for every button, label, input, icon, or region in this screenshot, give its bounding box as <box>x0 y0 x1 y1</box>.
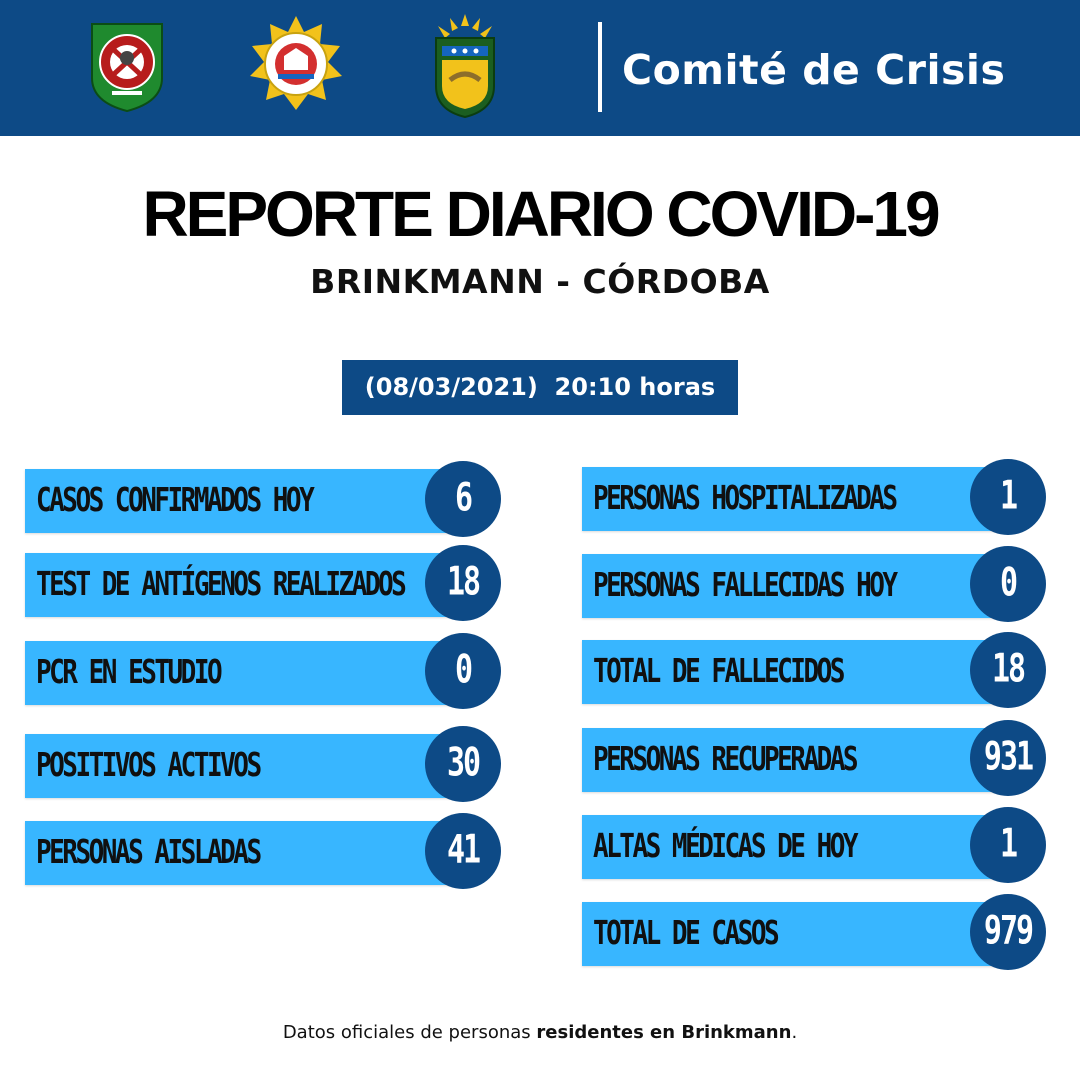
stat-value: 0 <box>999 560 1017 607</box>
stat-label: TOTAL DE FALLECIDOS <box>593 653 843 691</box>
stat-value: 1 <box>999 473 1017 520</box>
stat-value-circle <box>970 546 1046 622</box>
stat-label: PCR EN ESTUDIO <box>36 654 221 692</box>
footer-prefix: Datos oficiales de personas <box>282 1022 537 1043</box>
stat-value-circle <box>425 813 501 889</box>
footer-bold: residentes en Brinkmann <box>536 1022 792 1043</box>
header-divider <box>598 22 602 112</box>
stat-value: 979 <box>983 908 1033 955</box>
report-title: REPORTE DIARIO COVID-19 <box>142 178 938 250</box>
stat-value: 30 <box>446 740 480 787</box>
stat-value-circle <box>425 726 501 802</box>
stat-value-circle <box>425 545 501 621</box>
stat-value-circle <box>970 807 1046 883</box>
header-title: Comité de Crisis <box>622 46 1006 94</box>
stat-label: PERSONAS FALLECIDAS HOY <box>593 567 896 605</box>
stat-label: TOTAL DE CASOS <box>593 915 778 953</box>
stat-label: ALTAS MÉDICAS DE HOY <box>593 828 857 866</box>
stat-label: POSITIVOS ACTIVOS <box>36 747 260 785</box>
stat-value: 0 <box>454 647 472 694</box>
stat-label: PERSONAS HOSPITALIZADAS <box>593 480 896 518</box>
stat-value-circle <box>970 894 1046 970</box>
stat-value: 41 <box>446 827 480 874</box>
stat-label: PERSONAS AISLADAS <box>36 834 260 872</box>
date-badge: (08/03/2021) 20:10 horas <box>342 360 738 415</box>
footer-suffix: . <box>791 1022 798 1043</box>
stat-value: 1 <box>999 821 1017 868</box>
stat-label: TEST DE ANTÍGENOS REALIZADOS <box>36 566 405 604</box>
stat-label: CASOS CONFIRMADOS HOY <box>36 482 313 520</box>
stat-value: 18 <box>991 646 1025 693</box>
stat-value-circle <box>970 632 1046 708</box>
stat-value-circle <box>425 461 501 537</box>
bomberos-voluntarios-logo <box>88 18 166 114</box>
brinkmann-coat-of-arms-logo <box>430 12 500 120</box>
stat-value-circle <box>970 720 1046 796</box>
footer-note <box>0 1021 1080 1045</box>
stat-value: 18 <box>446 559 480 606</box>
stat-value-circle <box>970 459 1046 535</box>
stat-value: 6 <box>454 475 472 522</box>
report-subtitle: BRINKMANN - CÓRDOBA <box>310 262 770 301</box>
header-banner <box>0 0 1080 136</box>
stat-label: PERSONAS RECUPERADAS <box>593 741 857 779</box>
stat-value: 931 <box>983 734 1033 781</box>
policia-provincia-logo <box>248 14 344 114</box>
stat-value-circle <box>425 633 501 709</box>
